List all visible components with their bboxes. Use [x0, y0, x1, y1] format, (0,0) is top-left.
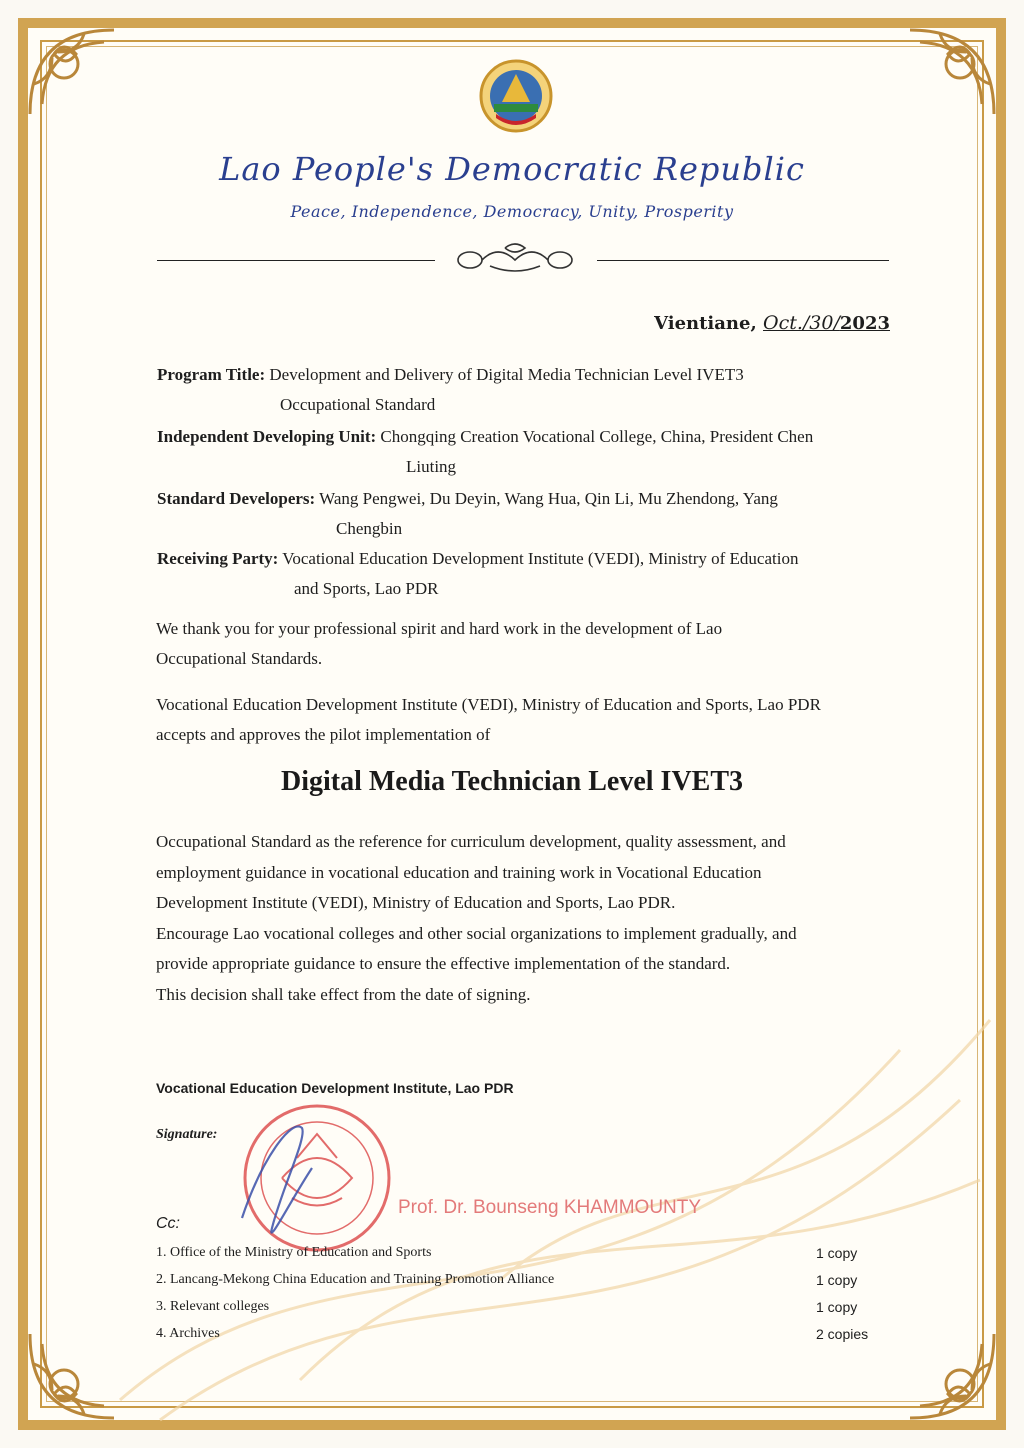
- field-label: Standard Developers:: [157, 489, 316, 508]
- text-line: Occupational Standard as the reference for curriculum development, quality assessment, and: [156, 832, 786, 851]
- program-title-field: [157, 360, 897, 420]
- field-value: Wang Pengwei, Du Deyin, Wang Hua, Qin Li, Mu Zhendong, Yang: [319, 489, 778, 508]
- signature-label: Signature:: [156, 1127, 218, 1142]
- developing-unit-field: [157, 422, 897, 482]
- field-continuation: Occupational Standard: [280, 395, 436, 414]
- text-line: Encourage Lao vocational colleges and other social organizations to implement gradually, and: [156, 923, 797, 943]
- divider-ornament-icon: [450, 238, 580, 278]
- list-item: [156, 1297, 876, 1324]
- national-motto: Peace, Independence, Democracy, Unity, Prosperity: [290, 202, 734, 221]
- list-item: [156, 1243, 876, 1270]
- field-continuation: Liuting: [406, 457, 457, 476]
- date-handwritten: Oct./30/: [763, 312, 840, 334]
- country-title: Lao People's Democratic Republic: [219, 150, 805, 188]
- divider-line-right: [597, 260, 889, 261]
- text-line: employment guidance in vocational education and training work in Vocational Education: [156, 862, 762, 882]
- standard-developers-field: [157, 484, 897, 544]
- field-value: Vocational Education Development Institute (VEDI), Ministry of Education: [282, 549, 799, 568]
- corner-ornament-icon: [904, 1328, 1000, 1424]
- approval-paragraph: [156, 690, 898, 750]
- issuer-name: Vocational Education Development Institute, Lao PDR: [156, 1080, 514, 1096]
- text-line: accepts and approves the pilot implementation of: [156, 725, 491, 744]
- cc-list: [156, 1243, 876, 1351]
- divider-line-left: [157, 260, 435, 261]
- cc-item-name: 2. Lancang-Mekong China Education and Training Promotion Alliance: [156, 1272, 555, 1287]
- cc-item-qty: 2 copies: [816, 1326, 869, 1342]
- document-date: [654, 312, 890, 334]
- date-place: Vientiane,: [654, 313, 757, 334]
- text-line: Occupational Standards.: [156, 649, 323, 668]
- cc-item-qty: 1 copy: [816, 1245, 858, 1261]
- corner-ornament-icon: [904, 24, 1000, 120]
- text-line: We thank you for your professional spirit and hard work in the development of Lao: [156, 619, 723, 638]
- signer-name: Prof. Dr. Bounseng KHAMMOUNTY: [398, 1197, 702, 1218]
- text-line: Vocational Education Development Institute (VEDI), Ministry of Education and Sports, Lao PDR: [156, 695, 821, 714]
- cc-item-qty: 1 copy: [816, 1272, 858, 1288]
- text-line: Development Institute (VEDI), Ministry of Education and Sports, Lao PDR.: [156, 893, 676, 912]
- cc-item-qty: 1 copy: [816, 1299, 858, 1315]
- field-continuation: and Sports, Lao PDR: [294, 579, 439, 598]
- text-line: provide appropriate guidance to ensure the effective implementation of the standard.: [156, 954, 731, 973]
- description-paragraph: [156, 827, 898, 1010]
- field-label: Independent Developing Unit:: [157, 427, 377, 446]
- receiving-party-field: [157, 544, 897, 604]
- cc-item-name: 1. Office of the Ministry of Education and Sports: [156, 1245, 432, 1260]
- field-value: Chongqing Creation Vocational College, China, President Chen: [380, 427, 814, 446]
- standard-headline: Digital Media Technician Level IVET3: [280, 766, 744, 797]
- field-value: Development and Delivery of Digital Media Technician Level IVET3: [269, 365, 744, 384]
- field-label: Program Title:: [157, 365, 266, 384]
- cc-label: Cc:: [156, 1215, 180, 1232]
- field-label: Receiving Party:: [157, 549, 279, 568]
- date-year: 2023: [839, 313, 890, 334]
- official-stamp-icon: [222, 1098, 402, 1258]
- corner-ornament-icon: [24, 24, 120, 120]
- thanks-paragraph: [156, 614, 898, 674]
- list-item: [156, 1270, 876, 1297]
- field-continuation: Chengbin: [336, 519, 403, 538]
- cc-item-name: 3. Relevant colleges: [156, 1299, 270, 1314]
- corner-ornament-icon: [24, 1328, 120, 1424]
- list-item: [156, 1324, 876, 1351]
- text-line: This decision shall take effect from the date of signing.: [156, 984, 531, 1004]
- national-emblem-icon: [478, 58, 554, 134]
- cc-item-name: 4. Archives: [156, 1326, 220, 1341]
